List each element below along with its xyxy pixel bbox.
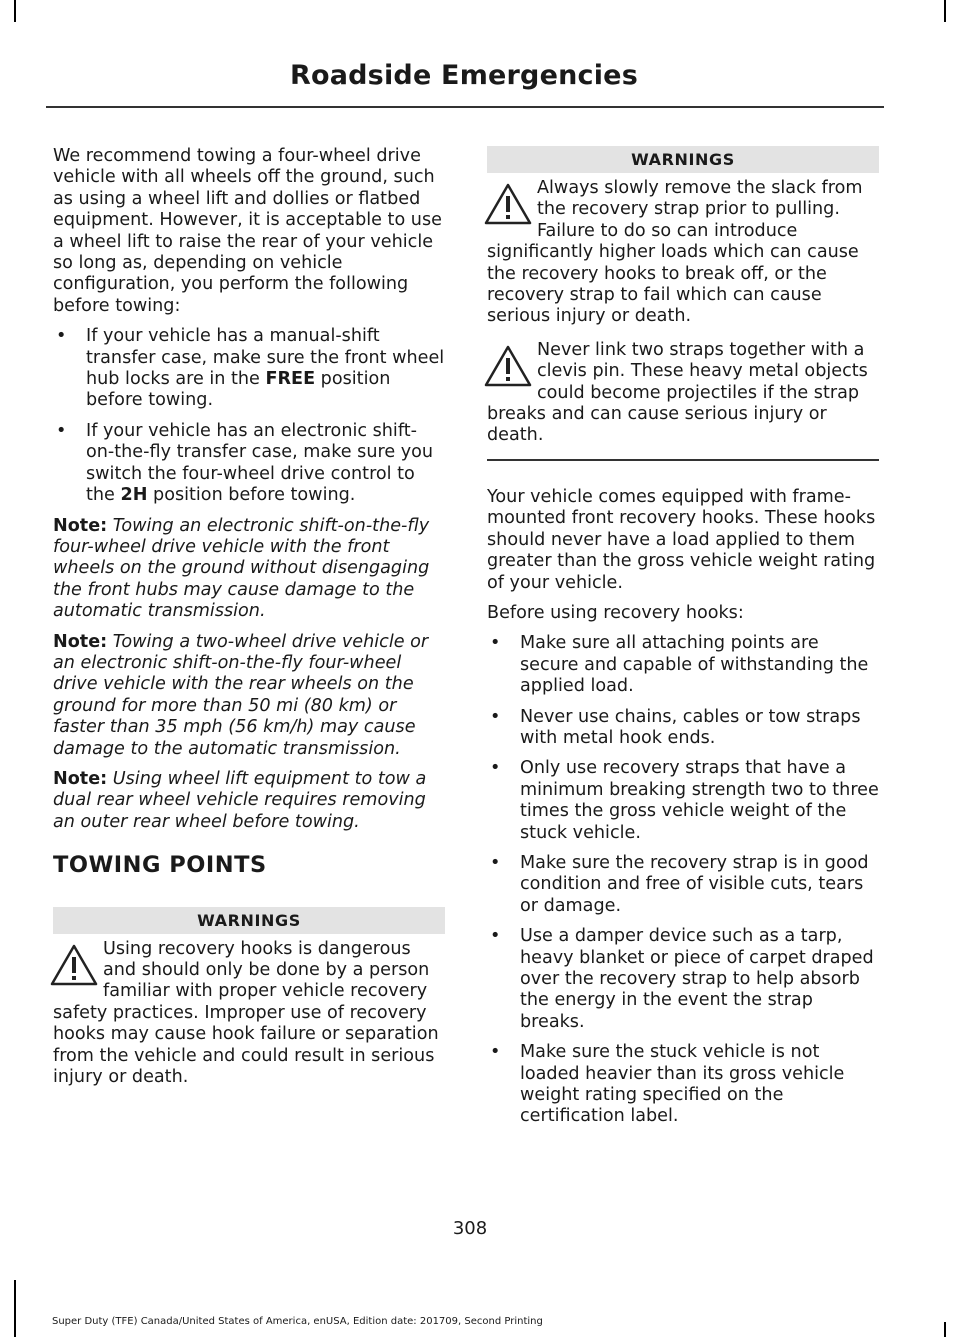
list-item: • Make sure all attaching points are secure and capable of withstanding the applied load. <box>490 633 869 697</box>
warning-block <box>487 178 879 328</box>
warnings-header: WARNINGS <box>487 146 879 173</box>
recovery-hooks-paragraph: Your vehicle comes equipped with frame-mounted front recovery hooks. These hooks should never have a load applied to them greater than the gross vehicle weight rating of your vehicle. <box>487 486 876 593</box>
list-item: • If your vehicle has an electronic shift-on-the-fly transfer case, make sure you switch the four-wheel drive control to the 2H position before towing. <box>56 420 434 506</box>
free-position-label: FREE <box>265 369 316 390</box>
bullet-glyph: • <box>490 852 501 873</box>
warning-block <box>53 939 445 1089</box>
warning-text: Always slowly remove the slack from the recovery strap prior to pulling. Failure to do so can introduce significantly higher loads which can cause the recovery hooks to break off, or the recovery strap to fail which can cause serious injury or death. <box>487 178 863 327</box>
warning-text: Never link two straps together with a clevis pin. These heavy metal objects could become projectiles if the strap breaks and can cause serious injury or death. <box>487 339 868 446</box>
warning-triangle-icon <box>483 344 533 388</box>
warning-triangle-icon <box>483 182 533 226</box>
note-paragraph: Note: Towing an electronic shift-on-the-fly four-wheel drive vehicle with the front wheels on the ground without disengaging the front hubs may cause damage to the automatic transmission. <box>53 515 430 622</box>
list-item: • If your vehicle has a manual-shift transfer case, make sure the front wheel hub locks are in the FREE position before towing. <box>56 326 445 411</box>
bullet-glyph: • <box>56 326 67 347</box>
warning-triangle-icon <box>49 943 99 987</box>
header-divider <box>46 106 884 108</box>
warnings-header: WARNINGS <box>53 907 445 934</box>
crop-mark-bottom-left <box>14 1280 16 1337</box>
bullet-glyph: • <box>490 706 501 727</box>
page-number: 308 <box>452 1218 488 1239</box>
intro-paragraph: We recommend towing a four-wheel drive vehicle with all wheels off the ground, such as using a wheel lift and dollies or flatbed equipment. However, it is acceptable to use a wheel lift to raise the rear of your vehicle so long as, depending on vehicle configuration, you perform the following before towing: <box>53 146 442 316</box>
before-using-paragraph: Before using recovery hooks: <box>487 602 744 623</box>
note-paragraph: Note: Towing a two-wheel drive vehicle or an electronic shift-on-the-fly four-wheel drive vehicle with the rear wheels on the ground for more than 50 mi (80 km) or faster than 35 mph (56 km/h) may cause damage to the automatic transmission. <box>53 631 429 759</box>
right-column <box>487 146 879 1137</box>
list-item: • Use a damper device such as a tarp, heavy blanket or piece of carpet draped over the recovery strap to help absorb the energy in the event the strap breaks. <box>490 926 874 1032</box>
bullet-glyph: • <box>490 633 501 654</box>
2h-position-label: 2H <box>120 485 148 506</box>
crop-mark-top-left <box>14 0 16 22</box>
recovery-checklist <box>487 633 879 1128</box>
bullet-glyph: • <box>490 926 501 947</box>
bullet-glyph: • <box>490 758 501 779</box>
list-item: • Only use recovery straps that have a minimum breaking strength two to three times the gross vehicle weight of the stuck vehicle. <box>490 758 879 843</box>
crop-mark-top-right <box>944 0 946 22</box>
crop-mark-bottom-right <box>944 1322 946 1337</box>
note-paragraph: Note: Using wheel lift equipment to tow a dual rear wheel vehicle requires removing an outer rear wheel before towing. <box>53 768 427 832</box>
bullet-glyph: • <box>490 1042 501 1063</box>
list-item: • Make sure the recovery strap is in good condition and free of visible cuts, tears or damage. <box>490 852 869 916</box>
list-item: • Never use chains, cables or tow straps with metal hook ends. <box>490 706 861 748</box>
footer-edition-text: Super Duty (TFE) Canada/United States of America, enUSA, Edition date: 201709, Second Printing <box>52 1316 543 1327</box>
section-heading: TOWING POINTS <box>53 852 267 879</box>
warning-text: Using recovery hooks is dangerous and should only be done by a person familiar with proper vehicle recovery safety practices. Improper use of recovery hooks may cause hook failure or separation from the vehicle and could result in serious injury or death. <box>53 938 439 1088</box>
warnings-end-divider <box>487 459 879 461</box>
warning-block <box>487 340 879 447</box>
left-column <box>53 146 445 1100</box>
towing-prep-list <box>53 326 445 506</box>
list-item: • Make sure the stuck vehicle is not loaded heavier than its gross vehicle weight rating specified on the certification label. <box>490 1042 845 1127</box>
bullet-glyph: • <box>56 420 67 441</box>
page-title: Roadside Emergencies <box>290 60 638 91</box>
